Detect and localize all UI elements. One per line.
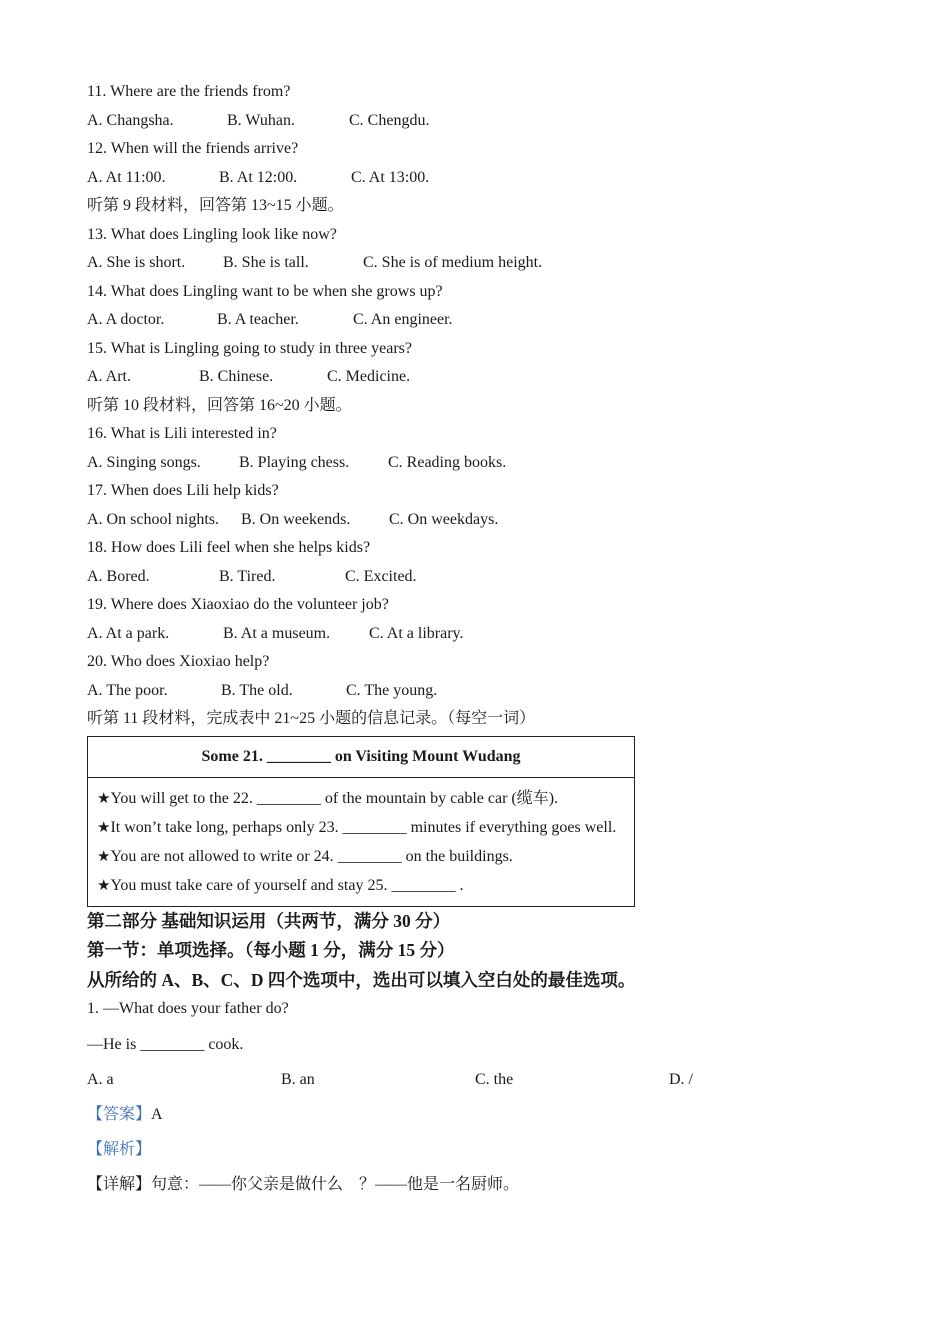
section-11-instruction: 听第 11 段材料，完成表中 21~25 小题的信息记录。（每空一词） xyxy=(87,710,536,727)
option-c[interactable]: C. Chengdu. xyxy=(349,111,430,129)
option-a[interactable]: A. At 11:00. xyxy=(87,168,166,186)
question-options xyxy=(87,164,867,193)
detail-label: 【详解】 xyxy=(87,1175,152,1193)
question-stem: 18. How does Lili feel when she helps kids? xyxy=(87,539,371,556)
question-options xyxy=(87,249,867,278)
option-b[interactable]: B. Wuhan. xyxy=(227,111,295,129)
table-row: ★You will get to the 22. ________ of the mountain by cable car (缆车). xyxy=(97,788,559,807)
detail-text: 句意：——你父亲是做什么 ？——他是一名厨师。 xyxy=(151,1175,520,1193)
question-stem: 15. What is Lingling going to study in three years? xyxy=(87,339,412,357)
table-row: ★You must take care of yourself and stay 25. ________ . xyxy=(97,875,464,894)
question-options xyxy=(87,563,867,592)
table-row: ★It won’t take long, perhaps only 23. ________ minutes if everything goes well. xyxy=(97,817,617,836)
q1-options xyxy=(87,1062,867,1097)
option-b[interactable]: B. The old. xyxy=(221,681,293,699)
exam-page xyxy=(87,78,867,1202)
option-b[interactable]: B. A teacher. xyxy=(217,311,299,328)
question-options xyxy=(87,506,867,535)
question-stem: 13. What does Lingling look like now? xyxy=(87,225,337,243)
option-b[interactable]: B. On weekends. xyxy=(241,510,351,528)
option-a[interactable]: A. On school nights. xyxy=(87,510,219,528)
q1-stem: 1. —What does your father do? xyxy=(87,1000,289,1017)
option-a[interactable]: A. Changsha. xyxy=(87,111,174,129)
table-title: Some 21. ________ on Visiting Mount Wudang xyxy=(88,736,635,777)
option-c[interactable]: C. At a library. xyxy=(369,624,464,642)
option-c[interactable]: C. At 13:00. xyxy=(351,168,430,186)
question-group-11-12 xyxy=(87,78,867,192)
option-b[interactable]: B. an xyxy=(281,1070,315,1088)
question-stem: 14. What does Lingling want to be when she grows up? xyxy=(87,282,443,300)
question-group-13-15 xyxy=(87,221,867,392)
option-a[interactable]: A. A doctor. xyxy=(87,311,165,328)
wudang-table xyxy=(87,736,635,907)
instruction-heading: 从所给的 A、B、C、D 四个选项中，选出可以填入空白处的最佳选项。 xyxy=(87,969,636,990)
analysis-label: 【解析】 xyxy=(87,1140,152,1158)
question-options xyxy=(87,107,867,136)
option-a[interactable]: A. At a park. xyxy=(87,624,170,642)
option-b[interactable]: B. Playing chess. xyxy=(239,453,350,471)
table-row: ★You are not allowed to write or 24. ________ on the buildings. xyxy=(97,846,513,865)
option-a[interactable]: A. Bored. xyxy=(87,567,150,585)
section-10-instruction: 听第 10 段材料，回答第 16~20 小题。 xyxy=(87,396,352,414)
option-b[interactable]: B. Chinese. xyxy=(199,368,274,385)
option-c[interactable]: C. She is of medium height. xyxy=(363,254,543,271)
option-a[interactable]: A. She is short. xyxy=(87,254,186,271)
option-a[interactable]: A. Singing songs. xyxy=(87,453,201,471)
q1-reply: —He is ________ cook. xyxy=(87,1035,244,1053)
star-icon: ★ xyxy=(97,817,111,836)
question-stem: 11. Where are the friends from? xyxy=(87,83,291,100)
star-icon: ★ xyxy=(97,788,111,807)
option-d[interactable]: D. / xyxy=(669,1070,693,1088)
option-c[interactable]: C. The young. xyxy=(346,681,438,699)
option-c[interactable]: C. On weekdays. xyxy=(389,510,499,528)
question-stem: 12. When will the friends arrive? xyxy=(87,140,299,157)
detail-line xyxy=(87,1167,867,1202)
star-icon: ★ xyxy=(97,875,111,894)
option-c[interactable]: C. An engineer. xyxy=(353,311,453,328)
question-options xyxy=(87,677,867,706)
table-body xyxy=(88,777,635,906)
option-c[interactable]: C. Excited. xyxy=(345,567,417,585)
question-stem: 17. When does Lili help kids? xyxy=(87,482,279,499)
question-options xyxy=(87,620,867,649)
question-stem: 16. What is Lili interested in? xyxy=(87,425,277,442)
option-b[interactable]: B. She is tall. xyxy=(223,254,309,271)
option-a[interactable]: A. The poor. xyxy=(87,681,168,699)
question-options xyxy=(87,306,867,335)
option-a[interactable]: A. a xyxy=(87,1070,114,1088)
option-c[interactable]: C. the xyxy=(475,1070,514,1088)
question-group-16-20 xyxy=(87,420,867,705)
section-1-heading: 第一节：单项选择。（每小题 1 分，满分 15 分） xyxy=(87,940,455,960)
option-c[interactable]: C. Reading books. xyxy=(388,453,507,471)
question-options xyxy=(87,449,867,478)
answer-label: 【答案】 xyxy=(87,1105,152,1123)
question-options xyxy=(87,363,867,392)
option-c[interactable]: C. Medicine. xyxy=(327,368,411,385)
star-icon: ★ xyxy=(97,846,111,865)
option-b[interactable]: B. At 12:00. xyxy=(219,168,298,186)
option-a[interactable]: A. Art. xyxy=(87,368,131,385)
answer-value: A xyxy=(151,1105,163,1123)
section-9-instruction: 听第 9 段材料，回答第 13~15 小题。 xyxy=(87,197,344,214)
part-2-heading: 第二部分 基础知识运用（共两节，满分 30 分） xyxy=(87,910,451,931)
option-b[interactable]: B. At a museum. xyxy=(223,624,331,642)
answer-line xyxy=(87,1097,867,1132)
question-stem: 20. Who does Xioxiao help? xyxy=(87,653,270,670)
option-b[interactable]: B. Tired. xyxy=(219,567,276,585)
question-stem: 19. Where does Xiaoxiao do the volunteer job? xyxy=(87,596,389,613)
